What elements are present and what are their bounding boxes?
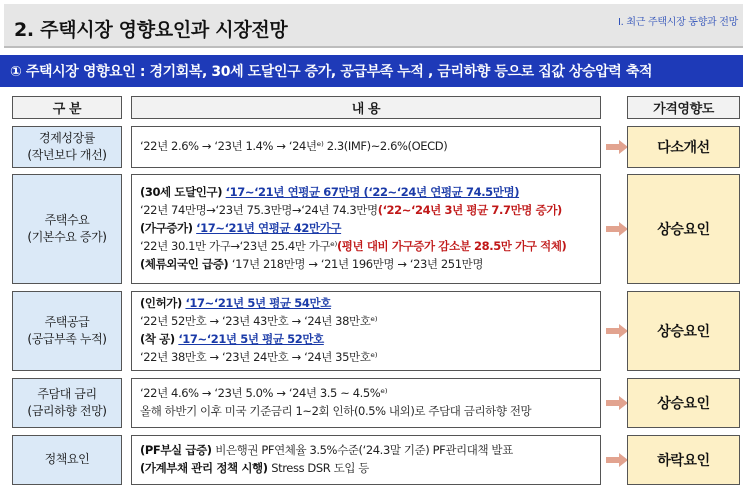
arrow-right-icon (606, 324, 628, 338)
header-effect: 가격영향도 (627, 96, 740, 119)
highlight-text: ‘17~‘21년 연평균 42만가구 (196, 221, 342, 236)
price-effect: 상승요인 (627, 378, 740, 428)
title-bar (4, 4, 743, 48)
row-content (131, 174, 601, 284)
content-line (140, 442, 592, 460)
breadcrumb: Ⅰ. 최근 주택시장 동향과 전망 (617, 17, 738, 28)
row-content (131, 291, 601, 371)
content-line (140, 313, 592, 331)
item-label: (착 공) (140, 332, 179, 346)
content-line (140, 238, 592, 256)
detail-text: ‘17년 218만명 → ‘21년 196만명 → ‘23년 251만명 (231, 256, 484, 271)
banner-text: ① 주택시장 영향요인 : 경기회복, 30세 도달인구 증가, 공급부족 누적 , 금리하향 등으로 집값 상승압력 축적 (10, 64, 653, 80)
item-label: (가계부채 관리 정책 시행) (140, 461, 272, 475)
detail-text: 비은행권 PF연체율 3.5%수준(‘24.3말 기준) PF관리대책 발표 (215, 443, 513, 458)
category-label: 경제성장률 (39, 130, 95, 145)
row-content (131, 435, 601, 485)
content-line (140, 331, 592, 349)
page-title: 2. 주택시장 영향요인과 시장전망 (14, 19, 288, 41)
emphasis-text: (평년 대비 가구증가 감소분 28.5만 가구 적체) (336, 238, 567, 253)
detail-text: ‘22년 74만명→‘23년 75.3만명→‘24년 74.3만명 (140, 203, 378, 218)
row-category (12, 291, 122, 371)
content-line (140, 202, 592, 220)
category-label: (기본수요 증가) (27, 230, 107, 244)
price-effect: 하락요인 (627, 435, 740, 485)
content-line (140, 403, 592, 421)
category-label: 주택공급 (44, 314, 90, 329)
row-category (12, 378, 122, 428)
content-line (140, 295, 592, 313)
arrow-right-icon (606, 453, 628, 467)
price-effect: 다소개선 (627, 126, 740, 168)
item-label: (PF부실 급증) (140, 443, 216, 458)
item-label: (체류외국인 급증) (140, 256, 232, 271)
row-content (131, 126, 601, 168)
emphasis-text: (‘22~‘24년 3년 평균 7.7만명 증가) (377, 203, 562, 218)
row-category (12, 174, 122, 284)
content-line (140, 220, 592, 238)
content-line (140, 385, 592, 403)
detail-text: ‘22년 38만호 → ‘23년 24만호 → ‘24년 35만호ᵉ⁾ (140, 349, 378, 364)
category-label: (작년보다 개선) (27, 148, 107, 162)
content-line (140, 460, 592, 478)
detail-text: ‘22년 4.6% → ‘23년 5.0% → ‘24년 3.5 ~ 4.5%ᵉ⁾ (140, 386, 388, 401)
header-content: 내 용 (131, 96, 601, 119)
arrow-right-icon (606, 396, 628, 410)
content-line (140, 349, 592, 367)
detail-text: ‘22년 30.1만 가구→‘23년 25.4만 가구ᵉ⁾ (140, 238, 337, 253)
highlight-text: ‘17~‘21년 5년 평균 52만호 (178, 332, 324, 346)
highlight-text: ‘17~‘21년 연평균 67만명 (‘22~‘24년 연평균 74.5만명) (225, 185, 520, 200)
content-line (140, 184, 592, 202)
row-content (131, 378, 601, 428)
header-category: 구 분 (12, 96, 122, 119)
highlight-text: ‘17~‘21년 5년 평균 54만호 (185, 296, 331, 311)
row-category (12, 126, 122, 168)
arrow-right-icon (606, 140, 628, 154)
item-label: (30세 도달인구) (140, 185, 226, 200)
row-category (12, 435, 122, 485)
summary-banner (0, 55, 743, 87)
category-label: 주택수요 (44, 212, 90, 227)
category-label: (공급부족 누적) (27, 332, 107, 346)
category-label: (금리하향 전망) (27, 404, 107, 418)
detail-text: 올해 하반기 이후 미국 기준금리 1~2회 인하(0.5% 내외)로 주담대 금리하향 전망 (140, 404, 532, 418)
arrow-right-icon (606, 222, 628, 236)
detail-text: ‘22년 52만호 → ‘23년 43만호 → ‘24년 38만호ᵉ⁾ (140, 314, 378, 329)
item-label: (인허가) (140, 296, 186, 311)
detail-text: Stress DSR 도입 등 (271, 461, 369, 475)
category-label: 정책요인 (44, 452, 90, 467)
item-label: (가구증가) (140, 221, 197, 236)
price-effect: 상승요인 (627, 174, 740, 284)
price-effect: 상승요인 (627, 291, 740, 371)
detail-text: ‘22년 2.6% → ‘23년 1.4% → ‘24년ᵉ⁾ 2.3(IMF)~2.6%(OECD) (140, 139, 448, 154)
content-line (140, 138, 592, 156)
content-line (140, 256, 592, 274)
category-label: 주담대 금리 (37, 386, 97, 401)
